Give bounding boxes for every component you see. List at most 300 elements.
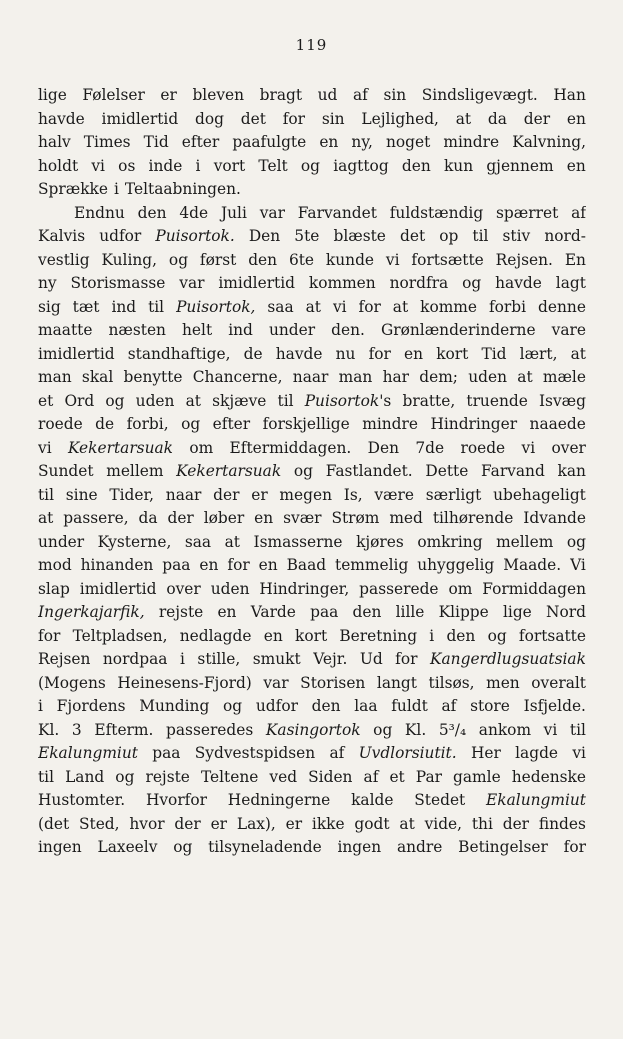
word: Ekalungmiut: [38, 744, 138, 762]
word: Rejsen.: [495, 250, 553, 269]
word: ved: [269, 767, 298, 786]
word: mellem: [496, 532, 554, 551]
word: Vi: [570, 556, 586, 574]
word: den.: [331, 321, 365, 339]
text-line: [38, 625, 586, 649]
word: overalt: [531, 673, 586, 692]
word: tæt: [72, 297, 100, 316]
text-line: [38, 296, 586, 320]
word: være: [374, 485, 414, 504]
word: (det: [38, 814, 70, 833]
word: til: [569, 720, 586, 739]
word: lige: [502, 603, 532, 621]
word: er: [160, 86, 177, 104]
word: man: [38, 368, 72, 386]
word: Rejsen: [38, 650, 91, 668]
word: spærret: [496, 203, 559, 222]
word: og: [223, 697, 243, 715]
word: laa: [354, 697, 378, 715]
word: at: [517, 368, 533, 386]
word: ingen: [337, 838, 382, 856]
word: og: [115, 767, 135, 786]
word: Isvæg: [538, 391, 586, 410]
word: ny,: [351, 133, 373, 151]
text-line: [38, 648, 586, 672]
word: Hustomter.: [38, 791, 126, 809]
word: sin: [383, 86, 407, 104]
word: fortsætte: [411, 250, 484, 269]
word: paa: [162, 556, 191, 574]
word: Han: [553, 86, 586, 104]
word: passeredes: [166, 720, 254, 739]
word: Kl.: [38, 720, 60, 739]
word: det: [240, 109, 266, 128]
word: med: [389, 509, 423, 527]
word: vide,: [424, 814, 463, 833]
text-line: [38, 484, 586, 508]
word: da: [487, 109, 507, 128]
word: men: [486, 673, 520, 692]
word: den: [446, 626, 476, 645]
text-line: [38, 578, 586, 602]
text-line: [38, 789, 586, 813]
word: til: [38, 767, 55, 786]
text-line: [38, 836, 586, 860]
word: det: [399, 227, 426, 245]
word: under: [268, 321, 316, 339]
word: man: [338, 368, 373, 386]
word: kommen: [308, 274, 376, 292]
word: ny: [38, 274, 57, 292]
word: forbi,: [126, 415, 169, 433]
word: Teltaabningen.: [124, 180, 241, 198]
word: Efterm.: [94, 720, 154, 739]
word: dog: [194, 109, 224, 128]
text-line: [38, 437, 586, 461]
word: havde: [38, 109, 85, 128]
word: Klippe: [438, 603, 489, 621]
word: uden: [210, 579, 250, 598]
word: af: [363, 767, 379, 786]
word: Sprække: [38, 180, 108, 198]
word: Farvand: [481, 462, 545, 480]
word: paa: [310, 603, 339, 621]
word: Dette: [425, 462, 469, 480]
word: 5³/₄: [438, 720, 467, 739]
word: ud: [317, 86, 338, 104]
word: vi: [572, 744, 586, 762]
word: kun: [443, 156, 474, 175]
word: mellem: [106, 462, 164, 480]
word: havde: [495, 274, 542, 292]
word: Ismasserne: [253, 532, 343, 551]
word: lagde: [515, 744, 559, 762]
word: rejste: [145, 767, 190, 786]
word: sine: [65, 485, 98, 504]
word: en: [199, 556, 219, 574]
text-line: [38, 766, 586, 790]
word: en: [263, 626, 283, 645]
word: og: [105, 391, 125, 410]
text-line: [38, 813, 586, 837]
text-line: [38, 249, 586, 273]
word: en: [319, 133, 339, 151]
word: thi: [471, 814, 493, 833]
word: andre: [396, 838, 443, 856]
text-line: [38, 390, 586, 414]
word: at: [570, 344, 586, 363]
word: at: [305, 297, 321, 316]
word: fuldstændig: [389, 203, 484, 222]
word: for: [38, 626, 61, 645]
word: dem;: [419, 368, 458, 386]
word: fuldt: [391, 697, 428, 715]
word: er: [210, 814, 228, 833]
word: og: [462, 274, 482, 292]
word: Storisen: [300, 673, 366, 692]
word: Hindringer: [430, 415, 518, 433]
word: Den: [367, 438, 400, 457]
word: nordpaa: [102, 650, 168, 668]
word: Heinesens-Fjord): [117, 673, 252, 692]
word: Tider,: [109, 485, 155, 504]
word: i: [38, 697, 43, 715]
word: var: [179, 274, 205, 292]
word: under: [38, 532, 85, 551]
word: næsten: [108, 321, 166, 339]
word: uden: [135, 391, 175, 410]
word: er: [285, 814, 303, 833]
word: Kalvning,: [512, 133, 586, 151]
word: Ekalungmiut: [486, 791, 586, 809]
text-line: [38, 272, 586, 296]
word: nu: [335, 344, 356, 363]
word: vare: [551, 321, 586, 339]
word: og: [168, 250, 189, 269]
word: ind: [228, 321, 253, 339]
text-line: [38, 672, 586, 696]
word: uden: [468, 368, 508, 386]
word: ankom: [478, 720, 532, 739]
word: vi: [521, 438, 536, 457]
word: Par: [415, 767, 442, 786]
word: lagt: [555, 274, 586, 292]
word: komme: [420, 297, 478, 316]
word: der: [523, 109, 551, 128]
word: langt: [376, 673, 417, 692]
word: saa: [184, 532, 212, 551]
word: findes: [538, 814, 586, 833]
text-line: [38, 531, 586, 555]
word: først: [199, 250, 237, 269]
word: til: [472, 227, 489, 245]
text-line: [38, 719, 586, 743]
word: Den: [248, 227, 281, 245]
word: Maade.: [503, 556, 562, 574]
word: Grønlænderinderne: [380, 321, 536, 339]
word: paa: [152, 744, 181, 762]
word: Kasingortok: [265, 720, 361, 739]
word: lige: [38, 86, 67, 104]
word: os: [118, 156, 136, 175]
word: en: [566, 109, 586, 128]
word: skjæve: [212, 391, 267, 410]
word: Betingelser: [458, 838, 548, 856]
word: kort: [436, 344, 469, 363]
word: Lax),: [236, 814, 276, 833]
word: Puisortok,: [176, 297, 256, 316]
word: nedlagde: [179, 626, 252, 645]
word: op: [439, 227, 459, 245]
word: kort: [295, 626, 328, 645]
word: Siden: [308, 767, 353, 786]
word: Baad: [286, 556, 327, 574]
word: og: [293, 462, 314, 480]
word: forbi: [488, 297, 527, 316]
word: 's: [379, 391, 392, 410]
word: stille,: [197, 650, 241, 668]
word: Kekertarsuak: [67, 438, 173, 457]
word: kjøres: [356, 532, 404, 551]
word-group: [305, 390, 392, 414]
word: omkring: [417, 532, 483, 551]
word: der: [213, 485, 240, 504]
word: slap: [38, 579, 70, 598]
word: de: [243, 344, 263, 363]
word: tilsyneladende: [208, 838, 322, 856]
word: 4de: [179, 203, 209, 222]
word: og: [373, 720, 393, 739]
word: paafulgte: [232, 133, 307, 151]
word: til: [148, 297, 165, 316]
word: iagttog: [333, 156, 389, 175]
word: at: [224, 532, 240, 551]
word: om: [189, 438, 214, 457]
text-line: [38, 695, 586, 719]
word: uhyggelig: [417, 556, 495, 574]
word: Hvorfor: [145, 791, 207, 809]
word: en: [566, 156, 586, 175]
word: kunde: [325, 250, 375, 269]
word: og: [300, 156, 321, 175]
word: ind: [111, 297, 137, 316]
word: over: [166, 579, 201, 598]
word: en: [404, 344, 424, 363]
word: imidlertid: [79, 579, 157, 598]
word: var: [259, 203, 285, 222]
word: denne: [538, 297, 586, 316]
word: 6te: [288, 250, 315, 269]
text-line: [38, 131, 586, 155]
word: tilhørende: [432, 509, 514, 527]
word: Vejr.: [313, 650, 348, 668]
word: vi: [385, 250, 400, 269]
word: vi: [91, 156, 105, 175]
word: af: [441, 697, 457, 715]
word: forskjellige: [262, 415, 350, 433]
word: Ud: [359, 650, 383, 668]
word: Ord: [64, 391, 95, 410]
word: Teltpladsen,: [72, 626, 168, 645]
word: bleven: [192, 86, 245, 104]
word: for: [395, 650, 418, 668]
word: holdt: [38, 156, 79, 175]
word: en: [254, 509, 274, 527]
word: om: [448, 579, 473, 598]
word: Chancerne,: [192, 368, 283, 386]
word: vi: [332, 297, 347, 316]
word: (Mogens: [38, 673, 106, 692]
word: i: [113, 180, 119, 198]
word: imidlertid: [38, 344, 115, 363]
word: at: [392, 297, 409, 316]
word: En: [564, 250, 586, 269]
word: helt: [182, 321, 213, 339]
word: Fastlandet.: [325, 462, 413, 480]
word: inde: [148, 156, 183, 175]
page-number: 119: [295, 36, 328, 54]
text-line: [38, 319, 586, 343]
word: hvor: [129, 814, 165, 833]
word: Stedet: [414, 791, 466, 809]
word: bragt: [259, 86, 303, 104]
word: Juli: [220, 203, 247, 222]
word: efter: [181, 133, 220, 151]
word: lært,: [519, 344, 558, 363]
word: Telt: [258, 156, 288, 175]
word: naar: [165, 485, 202, 504]
word: gjennem: [486, 156, 554, 175]
word: Endnu: [74, 203, 125, 222]
word: roede: [460, 438, 506, 457]
word: i: [195, 156, 201, 175]
word: sig: [38, 297, 61, 316]
word: hedenske: [511, 767, 586, 786]
word: saa: [267, 297, 294, 316]
word: Puisortok.: [155, 227, 235, 245]
word: Laxeelv: [97, 838, 158, 856]
text-line: [38, 225, 586, 249]
word: vi: [38, 438, 52, 457]
word: da: [138, 509, 158, 527]
word: til: [38, 485, 55, 504]
word: Kuling,: [101, 250, 158, 269]
word: store: [470, 697, 510, 715]
word: Formiddagen: [482, 579, 586, 598]
word: passerede: [359, 579, 439, 598]
word: Fjordens: [56, 697, 126, 715]
word: og: [487, 626, 507, 645]
word: blæste: [333, 227, 386, 245]
text-line: [38, 108, 586, 132]
word: tilsøs,: [428, 673, 475, 692]
word: Land: [65, 767, 105, 786]
text-line: [38, 554, 586, 578]
word: nordfra: [389, 274, 449, 292]
word: sin: [321, 109, 345, 128]
word: vi: [543, 720, 558, 739]
word: der: [167, 509, 194, 527]
word: 7de: [415, 438, 445, 457]
word: løber: [203, 509, 245, 527]
word: Strøm: [331, 509, 380, 527]
word: Eftermiddagen.: [229, 438, 352, 457]
word: mod: [38, 556, 72, 574]
word: Isfjelde.: [523, 697, 586, 715]
word: Varde: [250, 603, 296, 621]
word: for: [227, 556, 250, 574]
text-line: [38, 84, 586, 108]
word: mindre: [362, 415, 418, 433]
word: Sted,: [78, 814, 120, 833]
text-line: [38, 155, 586, 179]
word: Farvandet: [297, 203, 377, 222]
word: de: [95, 415, 115, 433]
word: Puisortok: [304, 391, 380, 410]
word: Sindsligevægt.: [421, 86, 538, 104]
word: Beretning: [339, 626, 418, 645]
word: naar: [292, 368, 329, 386]
word: nord-: [544, 227, 586, 245]
word: og: [173, 838, 193, 856]
word: imidlertid: [218, 274, 296, 292]
word: kalde: [351, 791, 394, 809]
word: Kl.: [404, 720, 427, 739]
word: rejste: [158, 603, 204, 621]
word: mæle: [542, 368, 586, 386]
word: efter: [212, 415, 251, 433]
word: Lejlighed,: [361, 109, 439, 128]
word: af: [571, 203, 586, 222]
word: lille: [395, 603, 425, 621]
word: bratte,: [402, 391, 456, 410]
word: benytte: [123, 368, 183, 386]
word: den: [401, 156, 431, 175]
word: er: [251, 485, 268, 504]
word: har: [382, 368, 410, 386]
word: havde: [275, 344, 323, 363]
word: imidlertid: [101, 109, 179, 128]
word: at: [185, 391, 201, 410]
word: udfor: [255, 697, 298, 715]
word: i: [429, 626, 435, 645]
text-line: [38, 178, 586, 202]
word: Ingerkajarfik,: [38, 603, 145, 621]
word: i: [179, 650, 185, 668]
word: noget: [385, 133, 431, 151]
word: stiv: [502, 227, 531, 245]
word: særligt: [425, 485, 482, 504]
word: skal: [81, 368, 114, 386]
word: og: [181, 415, 201, 433]
word: Nord: [545, 603, 586, 621]
word: Kalvis: [38, 227, 86, 245]
word: af: [352, 86, 368, 104]
word: for: [358, 297, 381, 316]
word: for: [368, 344, 391, 363]
word: for: [282, 109, 306, 128]
text-line: [38, 413, 586, 437]
word: Følelser: [82, 86, 145, 104]
word: Is,: [343, 485, 363, 504]
word: Idvande: [523, 509, 586, 527]
word: over: [551, 438, 586, 457]
word: et: [38, 391, 54, 410]
word: Sydvestspidsen: [194, 744, 316, 762]
word: et: [389, 767, 405, 786]
text-line: [38, 742, 586, 766]
word: ikke: [311, 814, 345, 833]
